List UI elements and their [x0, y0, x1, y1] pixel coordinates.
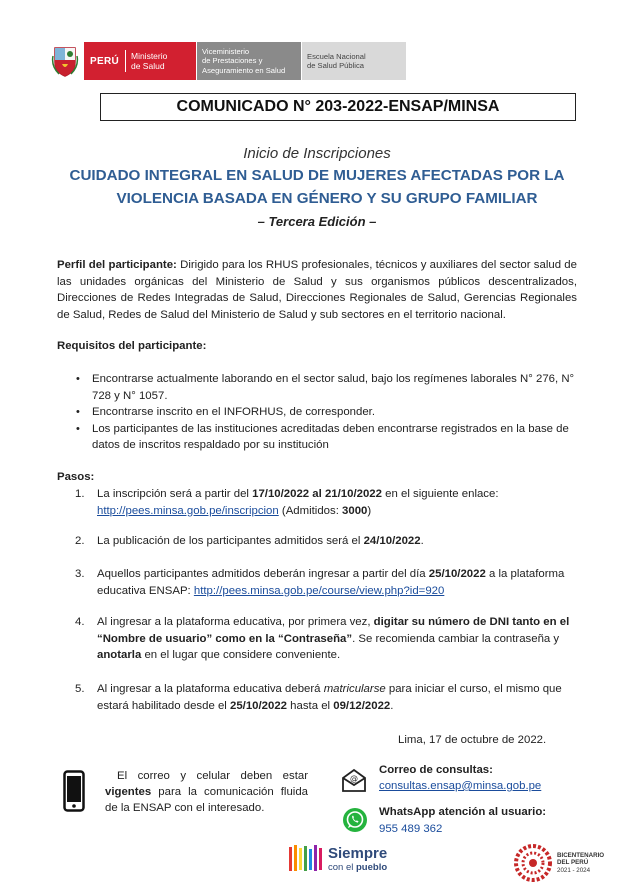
paso-2: 2. La publicación de los participantes admitidos será el 24/10/2022. — [75, 535, 424, 547]
course-link[interactable]: http://pees.minsa.gob.pe/course/view.php?id=920 — [193, 584, 445, 597]
peru-label: PERÚ — [90, 50, 126, 72]
list-item: • Encontrarse actualmente laborando en el sector salud, bajo los regímenes laborales N° 276, N° 728 y N° 1057. — [76, 371, 576, 404]
viceministerio-label: Viceministerio de Prestaciones y Aseguramiento en Salud — [197, 42, 301, 80]
pasos-heading: Pasos: — [57, 471, 95, 483]
date-line: Lima, 17 de octubre de 2022. — [398, 734, 547, 746]
perfil-label: Perfil del participante: — [57, 259, 177, 271]
perfil-text: Dirigido para los RHUS profesionales, técnicos y auxiliares del sector salud de las unidades orgánicas del Ministerio de Salud y sus organismos públicos descentralizados, Direcciones de Redes Integradas de Salud, Direcciones Regionales de Salud, Gerencias Regionales de Salud, Redes de Salud del Ministerio de Salud y sub sectores en el territorio nacional. — [57, 259, 577, 321]
siempre-con-el-pueblo-logo: Siempre con el pueblo — [288, 843, 387, 875]
perfil-paragraph — [57, 257, 577, 323]
edition-label: – Tercera Edición – — [257, 214, 377, 229]
bicentenario-logo: BICENTENARIO DEL PERÚ 2021 - 2024 — [513, 843, 604, 883]
subtitle: Inicio de Inscripciones — [243, 145, 391, 162]
paso-4: 4. Al ingresar a la plataforma educativa, por primera vez, digitar su número de DNI tanto en el “Nombre de usuario” como en la “Contraseña”. Se recomienda cambiar la contraseña y anotarla en el lugar que considere conveniente. — [75, 616, 570, 662]
whatsapp-number[interactable]: 955 489 362 — [379, 823, 443, 835]
inscripcion-link[interactable]: http://pees.minsa.gob.pe/inscripcion — [97, 504, 279, 517]
ministerio-label: Ministerio de Salud — [130, 51, 168, 71]
bullet-icon: • — [76, 406, 80, 419]
paso-1: 1. La inscripción será a partir del 17/10/2022 al 21/10/2022 en el siguiente enlace: http://pees.minsa.gob.pe/inscripcion (Admitidos: 3000) — [75, 488, 499, 517]
colored-bars-icon — [288, 843, 324, 875]
email-link[interactable]: consultas.ensap@minsa.gob.pe — [379, 780, 542, 792]
requisitos-heading: Requisitos del participante: — [57, 340, 207, 352]
bullet-icon: • — [76, 422, 80, 435]
bullet-icon: • — [76, 373, 80, 385]
svg-text:@: @ — [350, 774, 358, 783]
paso-3: 3. Aquellos participantes admitidos deberán ingresar a partir del día 25/10/2022 a la plataforma educativa ENSAP: http://pees.minsa.gob.pe/course/view.php?id=920 — [75, 568, 565, 597]
contact-note: El correo y celular deben estar vigentes para la comunicación fluida de la ENSAP con el interesado. — [105, 770, 308, 814]
email-icon — [340, 766, 368, 794]
whatsapp-icon — [342, 807, 368, 833]
comunicado-title-box: COMUNICADO N° 203-2022-ENSAP/MINSA — [100, 93, 576, 121]
list-item: • Los participantes de las instituciones acreditadas deben encontrarse registrados en la base de datos de inscritos respaldado por su institución — [76, 421, 576, 454]
ministerio-salud-logo — [84, 42, 196, 80]
peru-coat-of-arms-icon — [50, 42, 80, 80]
course-title-line1: CUIDADO INTEGRAL EN SALUD DE MUJERES AFECTADAS POR LA — [69, 167, 565, 184]
list-item: • Encontrarse inscrito en el INFORHUS, de corresponder. — [76, 404, 576, 421]
whatsapp-title: WhatsApp atención al usuario: — [379, 806, 547, 818]
paso-5: 5. Al ingresar a la plataforma educativa deberá matricularse para iniciar el curso, el mismo que estará habilitado desde el 25/10/2022 hasta el 09/12/2022. — [75, 683, 562, 712]
header-logos — [50, 42, 406, 80]
escuela-label: Escuela Nacional de Salud Pública — [302, 42, 406, 80]
course-title-line2: VIOLENCIA BASADA EN GÉNERO Y SU GRUPO FAMILIAR — [116, 190, 538, 207]
bicentenario-seal-icon — [513, 843, 553, 883]
correo-title: Correo de consultas: — [379, 764, 493, 776]
mobile-phone-icon — [63, 770, 85, 812]
requisitos-list — [76, 371, 576, 454]
